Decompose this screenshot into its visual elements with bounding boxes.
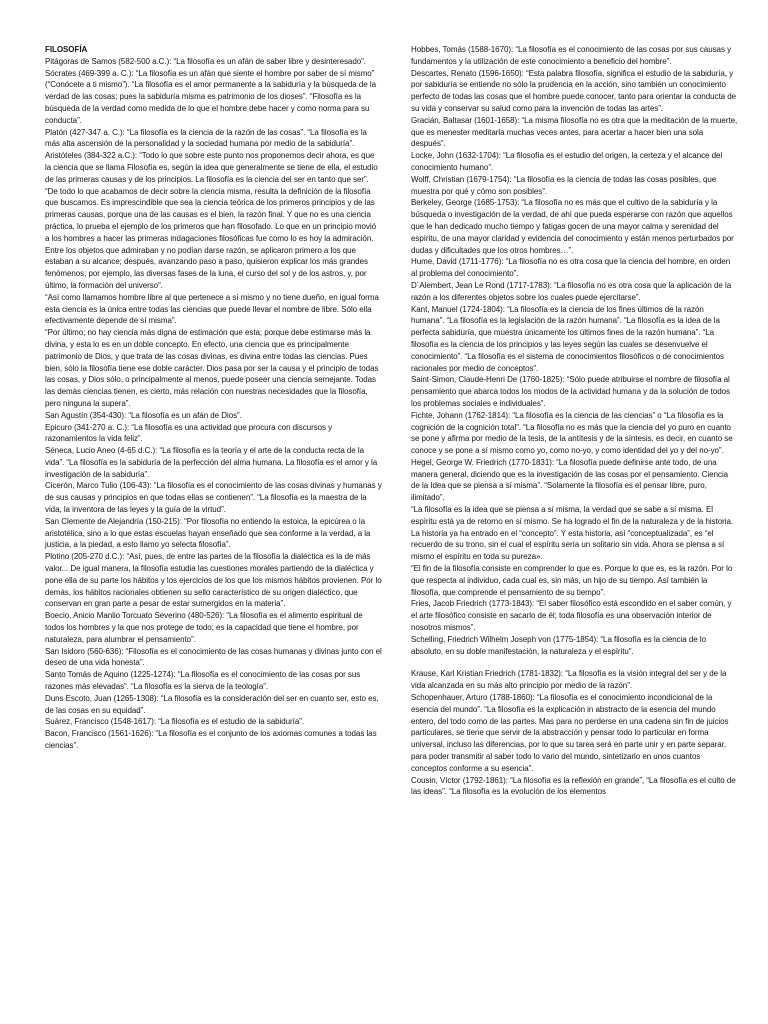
paragraph: Cousin, Víctor (1792-1861): “La filosofía es la reflexión en grande”, “La filosofía es el culto de las ideas”. “La filosofía es la evolución de los elementos xyxy=(411,775,736,797)
paragraph: Krause, Karl Kristian Friedrich (1781-1832): “La filosofía es la visión integral del ser y de la vida alcanzada en su más alto principio por medio de la razón”. xyxy=(411,669,727,691)
paragraph: Wolff, Christian (1679-1754): “La filosofía es la ciencia de todas las cosas posibles, que muestra por qué y cómo son posibles”. xyxy=(411,174,717,196)
paragraph: Locke, John (1632-1704): “La filosofía es el estudio del origen, la certeza y el alcance del conocimiento humano”. xyxy=(411,151,723,172)
paragraph: Cicerón, Marco Tulio (106-43): “La filosofía es el conocimiento de las cosas divinas y humanas y de sus causas y principios en que todas ellas se contienen”. “La filosofía es la maestra de la vida, la inventora de las leyes y la guía de la virtud”. xyxy=(45,481,382,515)
paragraph: Platón (427-347 a. C.): “La filosofía es la ciencia de la razón de las cosas”. “La filosofía es la más alta ascensión de la personalidad y la sociedad humana por medio de la sabiduría”. xyxy=(45,127,367,149)
paragraph-spacer xyxy=(411,657,738,668)
paragraph: “Por último; no hay ciencia más digna de estimación que esta; porque debe estimarse más la divina, y esta lo es en un doble concepto. En efecto, una ciencia que es principalmente patrimonio de Dios, y que trata de las cosas divinas, es divina entre todas las ciencias. Pues bien, sólo la filosofía tiene ese doble carácter. Dios pasa por ser la causa y el principio de todas las cosas, y Dios sólo, o principalmente al menos, puede poseer una ciencia semejante. Todas las demás ciencias tienen, es cierto, más relación con nuestras necesidades que la filosofía, pero ninguna la supera”. xyxy=(45,328,379,408)
right-column xyxy=(411,44,738,798)
paragraph: San Agustín (354-430): “La filosofía es un afán de Dios”. xyxy=(45,410,242,420)
paragraph: Epicuro (341-270 a. C.): “La filosofía es una actividad que procura con discursos y razonamientos la vida feliz”. xyxy=(45,422,333,444)
document-title: FILOSOFÍA xyxy=(45,45,88,54)
paragraph: Descartes, Renato (1596-1650): “Esta palabra filosofía, significa el estudio de la sabiduría, y por sabiduría se entiende no sólo la prudencia en la acción, sino también un conocimiento perfecto de todas las cosas que el hombre puede conocer, tanto para orientar la conducta de su vida y conservar su salud como para la invención de todas las artes”. xyxy=(411,68,737,113)
paragraph: Hobbes, Tomás (1588-1670): “La filosofía es el conocimiento de las cosas por sus causas y fundamentos y la utilización de este conocimiento a beneficio del hombre”. xyxy=(411,45,732,66)
paragraph: San Isidoro (560-636): “Filosofía es el conocimiento de las cosas humanas y divinas junto con el deseo de una vida honesta”. xyxy=(45,646,382,668)
paragraph: Bacon, Francisco (1561-1626): “La filosofía es el conjunto de los axiomas comunes a todas las ciencias”. xyxy=(45,729,377,751)
paragraph: Duns Escoto, Juan (1265-1308): “La filosofía es la consideración del ser en cuanto ser, esto es, de las cosas en su equidad”. xyxy=(45,693,379,715)
paragraph: “El fin de la filosofía consiste en comprender lo que es. Porque lo que es, es la razón. Por lo que respecta al individuo, cada cual es, sin más, un hijo de su tiempo. Así también la filosofía, que comprende el pensamiento de su tiempo”. xyxy=(411,564,733,597)
paragraph: “La filosofía es la idea que se piensa a sí misma, la verdad que se sabe a sí misma. El espíritu está ya de retorno en sí mismo. Se ha logrado el fin de la naturaleza y de la historia. La historia ya ha entrado en el “concepto”. Y esta historia, así “conceptualizada”, es “el recuerdo de su trono, sin el cual el espíritu sería un solitario sin vida. Ahora se piensa a sí mismo el espíritu en toda su pureza». xyxy=(411,505,734,562)
paragraph: Schopenhauer, Arturo (1788-1860): “La filosofía es el conocimiento incondicional de la esencia del mundo”. “La filosofía es la explicación in abstracto de la esencia del mundo entero, del todo como de las partes. Mas para no perderse en una cadena sin fin de juicios particulares, se tiene que servir de la abstracción y pensar todo lo particular en forma universal, incluso las diferencias, por lo que su tarea será en parte unir y en parte separar, para poder transmitir al saber todo lo vario del mundo, sintetizarlo en unos cuantos conceptos conforme a su esencia”. xyxy=(411,693,729,773)
paragraph: Schelling, Friedrich Wilhelm Joseph von (1775-1854): “La filosofía es la ciencia de lo absoluto, en su doble manifestación, la naturaleza y el espíritu”. xyxy=(411,634,706,656)
paragraph: Suárez, Francisco (1548-1617): “La filosofía es el estudio de la sabiduría”. xyxy=(45,717,305,727)
paragraph: “Así como llamamos hombre libre al que pertenece a sí mismo y no tiene dueño, en igual forma esta ciencia es la única entre todas las ciencias que puede llevar el nombre de libre. Sólo ella efectivamente depende de sí misma”. xyxy=(45,292,379,326)
paragraph: San Clemente de Alejandría (150-215): “Por filosofía no entiendo la estoica, la epicúrea o la aristotélica, sino a lo que estas escuelas hayan enseñado que sea conforme a la verdad, a la justicia, a la piedad, a esto llamo yo selecta filosofía”. xyxy=(45,516,371,550)
paragraph: Kant, Manuel (1724-1804): “La filosofía es la ciencia de los fines últimos de la razón humana”. “La filosofía es la legislación de la razón humana”. “La filosofía es la idea de la perfecta sabiduría, que muestra únicamente los últimos fines de la razón humana”. “La filosofía es la ciencia de los principios y las leyes según las cuales se desenvuelve el conocimiento”. “La filosofía es el sistema de conocimientos filosóficos o de conocimientos racionales por medio de conceptos”. xyxy=(411,304,724,373)
paragraph: Séneca, Lucio Aneo (4-65 d.C.): “La filosofía es la teoría y el arte de la conducta recta de la vida”. “La filosofía es la sabiduría de la perfección del alma humana. La filosofía es el amor y la investigación de la sabiduría”. xyxy=(45,446,378,479)
paragraph: Sócrates (469-399 a. C.): “La filosofía es un afán que siente el hombre por saber de sí mismo” (“Conócete a ti mismo”). “La filosofía es el amor permanente a la sabiduría y la búsqueda de la verdad de las cosas; pues la sabiduría misma es patrimonio de los dioses”. “Filosofía es la búsqueda de la verdad como medida de lo que el hombre debe hacer y como norma para su conducta”. xyxy=(45,68,376,125)
paragraph: Aristóteles (384-322 a.C.): “Todo lo que sobre este punto nos proponemos decir ahora, es que la ciencia que se llama Filosofía es, según la idea que generalmente se tiene de ella, el estudio de las primeras causas y de los principios. La filosofía es la ciencia del ser en tanto que ser”. xyxy=(45,151,378,184)
paragraph: Plotino (205-270 d.C.): “Así, pues, de entre las partes de la filosofía la dialéctica es la de más valor... De igual manera, la filosofía estudia las cuestiones morales partiendo de la dialéctica y pone ella de su parte los hábitos y los ejercicios de los que los mismos hábitos provienen. Por lo demás, los hábitos racionales obtienen su sello característico de su origen dialéctico, que conservan en gran parte a pesar de estar sumergidos en la materia”. xyxy=(45,552,382,609)
paragraph: Boecio, Anicio Manlio Torcuato Severino (480-526): “La filosofía es el alimento espiritual de todos los hombres y la que nos protege de todo; es la capacidad que tiene el hombre, por naturaleza, para alumbrar el pensamiento”. xyxy=(45,611,363,644)
paragraph: Saint-Simon, Claude-Henri De (1760-1825): “Sólo puede atribuirse el nombre de filosofía al pensamiento que abarca todos los modos de la actividad humana y da la solución de todos los problemas sociales e individuales”. xyxy=(411,375,730,408)
paragraph: Pitágoras de Samos (582-500 a.C.): “La filosofía es un afán de saber libre y desinteresado”. xyxy=(45,56,366,66)
left-column xyxy=(45,44,382,798)
paragraph: “De todo lo que acabamos de decir sobre la ciencia misma, resulta la definición de la filosofía que buscamos. Es imprescindible que sea la ciencia teórica de los primeros principios y de las primeras causas, porque una de las causas es el bien, la razón final. Y que no es una ciencia práctica, lo prueba el ejemplo de los primeros que han filosofado. Lo que en un principio movió a los hombres a hacer las primeras indagaciones filosóficas fue como lo es hoy la admiración. Entre los objetos que admiraban y no podían darse razón, se aplicaron primero a los que estaban a su alcance; después, avanzando paso a paso, quisieron explicar los más grandes fenómenos; por ejemplo, las diversas fases de la luna, el curso del sol y de los astros, y, por último, la formación del universo”. xyxy=(45,186,377,290)
paragraph: Santo Tomás de Aquino (1225-1274): “La filosofía es el conocimiento de las cosas por sus razones más elevadas”. “La filosofía es la sierva de la teología”. xyxy=(45,670,361,692)
paragraph: D´Alembert, Jean Le Rond (1717-1783): “La filosofía no es otra cosa que la aplicación de la razón a los diferentes objetos sobre los cuales puede ejercitarse”. xyxy=(411,280,732,302)
two-column-layout xyxy=(45,44,738,798)
paragraph: Fries, Jacob Friedrich (1773-1843): “El saber filosófico está escondido en el saber común, y el arte filosófico consiste en sacarlo de él; toda filosofía es una observación interior de nosotros mismos”. xyxy=(411,599,732,633)
paragraph: Hegel, George W. Friedrich (1770-1831): “La filosofía puede definirse ante todo, de una manera general, diciendo que es la investigación de las cosas por el pensamiento. Ciencia de la Idea que se piensa a sí misma”. “Solamente la filosofía es el pensar libre, puro, ilimitado”. xyxy=(411,457,729,503)
paragraph: Gracián, Baltasar (1601-1658): “La misma filosofía no es otra que la meditación de la muerte, que es menester meditarla muchas veces antes, para acertar a hacer bien una sola después”. xyxy=(411,115,738,149)
paragraph: Fichte, Johann (1762-1814): “La filosofía es la ciencia de las ciencias” o “La filosofía es la cognición de la cognición total”. “La filosofía no es más que la ciencia del yo puro en cuanto se pone y afirma por medio de la tesis, de la antítesis y de la síntesis, es decir, en cuanto se conoce y se pone a sí mismo como yo, como no-yo, y como identidad del yo y del no-yo”. xyxy=(411,410,733,456)
paragraph: Hume, David (1711-1776): “La filosofía no es otra cosa que la ciencia del hombre, en orden al problema del conocimiento”. xyxy=(411,257,731,279)
paragraph: Berkeley, George (1685-1753): “La filosofía no es más que el cultivo de la sabiduría y la búsqueda o investigación de la verdad, de ahí que pueda esperarse con razón que aquellos que le han dedicado mucho tiempo y fatigas gocen de una mayor calma y serenidad del espíritu, de una mayor claridad y evidencia del conocimiento y están menos perturbados por dudas y dificultades que los otros hombres…”. xyxy=(411,198,734,255)
